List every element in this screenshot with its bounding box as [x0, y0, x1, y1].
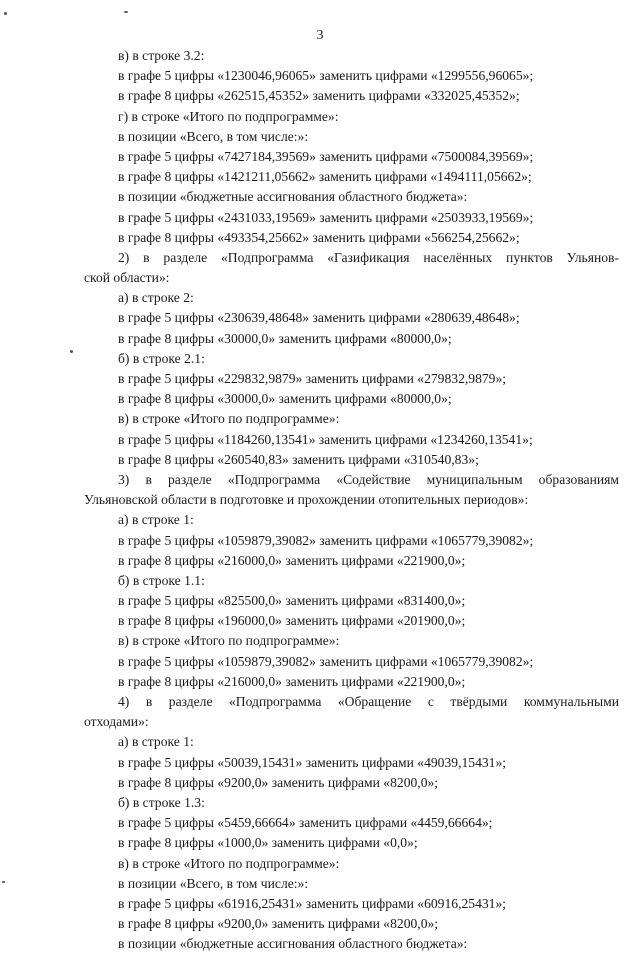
- text-line: в графе 5 цифры «1184260,13541» заменить цифрами «1234260,13541»;: [118, 431, 533, 447]
- text-line: 2) в разделе «Подпрограмма «Газификация населённых пунктов Ульянов-: [118, 249, 619, 265]
- text-line: в позиции «Всего, в том числе:»:: [118, 875, 309, 891]
- text-line: в позиции «Всего, в том числе:»:: [118, 128, 309, 144]
- text-line: в графе 5 цифры «825500,0» заменить цифрами «831400,0»;: [118, 593, 466, 609]
- text-line: в графе 8 цифры «493354,25662» заменить цифрами «566254,25662»;: [118, 229, 520, 245]
- page-number: 3: [316, 28, 324, 43]
- scan-speck: [70, 350, 73, 353]
- text-line: в графе 5 цифры «5459,66664» заменить цифрами «4459,66664»;: [118, 815, 493, 831]
- text-line: в графе 8 цифры «30000,0» заменить цифрами «80000,0»;: [118, 391, 452, 407]
- text-line: в графе 5 цифры «230639,48648» заменить цифрами «280639,48648»;: [118, 310, 520, 326]
- text-line: а) в строке 2:: [118, 290, 194, 306]
- text-line: в графе 8 цифры «1000,0» заменить цифрами «0,0»;: [118, 835, 418, 851]
- scan-speck: [124, 11, 128, 13]
- text-line: в позиции «бюджетные ассигнования областного бюджета»:: [118, 189, 468, 205]
- text-line: б) в строке 1.3:: [118, 794, 205, 810]
- text-line: Ульяновской области в подготовке и прохождении отопительных периодов»:: [84, 492, 529, 508]
- text-line: в) в строке «Итого по подпрограмме»:: [118, 855, 340, 871]
- text-line: в графе 8 цифры «260540,83» заменить цифрами «310540,83»;: [118, 451, 479, 467]
- text-line: а) в строке 1:: [118, 512, 194, 528]
- text-line: 4) в разделе «Подпрограмма «Обращение с твёрдыми коммунальными: [118, 694, 619, 709]
- text-line: г) в строке «Итого по подпрограмме»:: [118, 108, 339, 124]
- text-line: в графе 8 цифры «9200,0» заменить цифрами «8200,0»;: [118, 916, 439, 932]
- text-line: в графе 5 цифры «61916,25431» заменить цифрами «60916,25431»;: [118, 895, 507, 911]
- text-line: б) в строке 1.1:: [118, 572, 205, 588]
- text-line: в графе 8 цифры «9200,0» заменить цифрами «8200,0»;: [118, 774, 439, 790]
- text-line: в позиции «бюджетные ассигнования областного бюджета»:: [118, 936, 468, 952]
- text-line: в графе 5 цифры «50039,15431» заменить цифрами «49039,15431»;: [118, 754, 507, 770]
- text-line: в графе 5 цифры «7427184,39569» заменить цифрами «7500084,39569»;: [118, 148, 534, 164]
- text-line: в графе 8 цифры «1421211,05662» заменить цифрами «1494111,05662»;: [118, 169, 532, 185]
- text-line: 3) в разделе «Подпрограмма «Содействие муниципальным образованиям: [118, 471, 619, 487]
- text-line: в) в строке «Итого по подпрограмме»:: [118, 633, 340, 649]
- scan-speck: [2, 881, 5, 883]
- text-line: в графе 5 цифры «1059879,39082» заменить цифрами «1065779,39082»;: [118, 653, 534, 669]
- scan-speck: [4, 12, 7, 15]
- text-line: в) в строке 3.2:: [118, 48, 205, 63]
- text-line: в графе 8 цифры «262515,45352» заменить цифрами «332025,45352»;: [118, 88, 520, 104]
- text-line: б) в строке 2.1:: [118, 350, 205, 366]
- text-line: в графе 5 цифры «1230046,96065» заменить цифрами «1299556,96065»;: [118, 68, 534, 84]
- text-line: в графе 5 цифры «2431033,19569» заменить цифрами «2503933,19569»;: [118, 209, 534, 225]
- text-line: в графе 8 цифры «196000,0» заменить цифрами «201900,0»;: [118, 613, 466, 629]
- text-line: в графе 5 цифры «229832,9879» заменить цифрами «279832,9879»;: [118, 371, 507, 386]
- text-line: в) в строке «Итого по подпрограмме»:: [118, 411, 340, 427]
- text-line: в графе 8 цифры «30000,0» заменить цифрами «80000,0»;: [118, 330, 452, 346]
- text-line: в графе 8 цифры «216000,0» заменить цифрами «221900,0»;: [118, 552, 466, 568]
- document-body: [84, 46, 619, 954]
- text-line: отходами»:: [84, 714, 149, 730]
- text-line: в графе 5 цифры «1059879,39082» заменить цифрами «1065779,39082»;: [118, 532, 534, 548]
- text-line: а) в строке 1:: [118, 734, 194, 750]
- text-line: ской области»:: [84, 270, 170, 286]
- text-line: в графе 8 цифры «216000,0» заменить цифрами «221900,0»;: [118, 673, 466, 689]
